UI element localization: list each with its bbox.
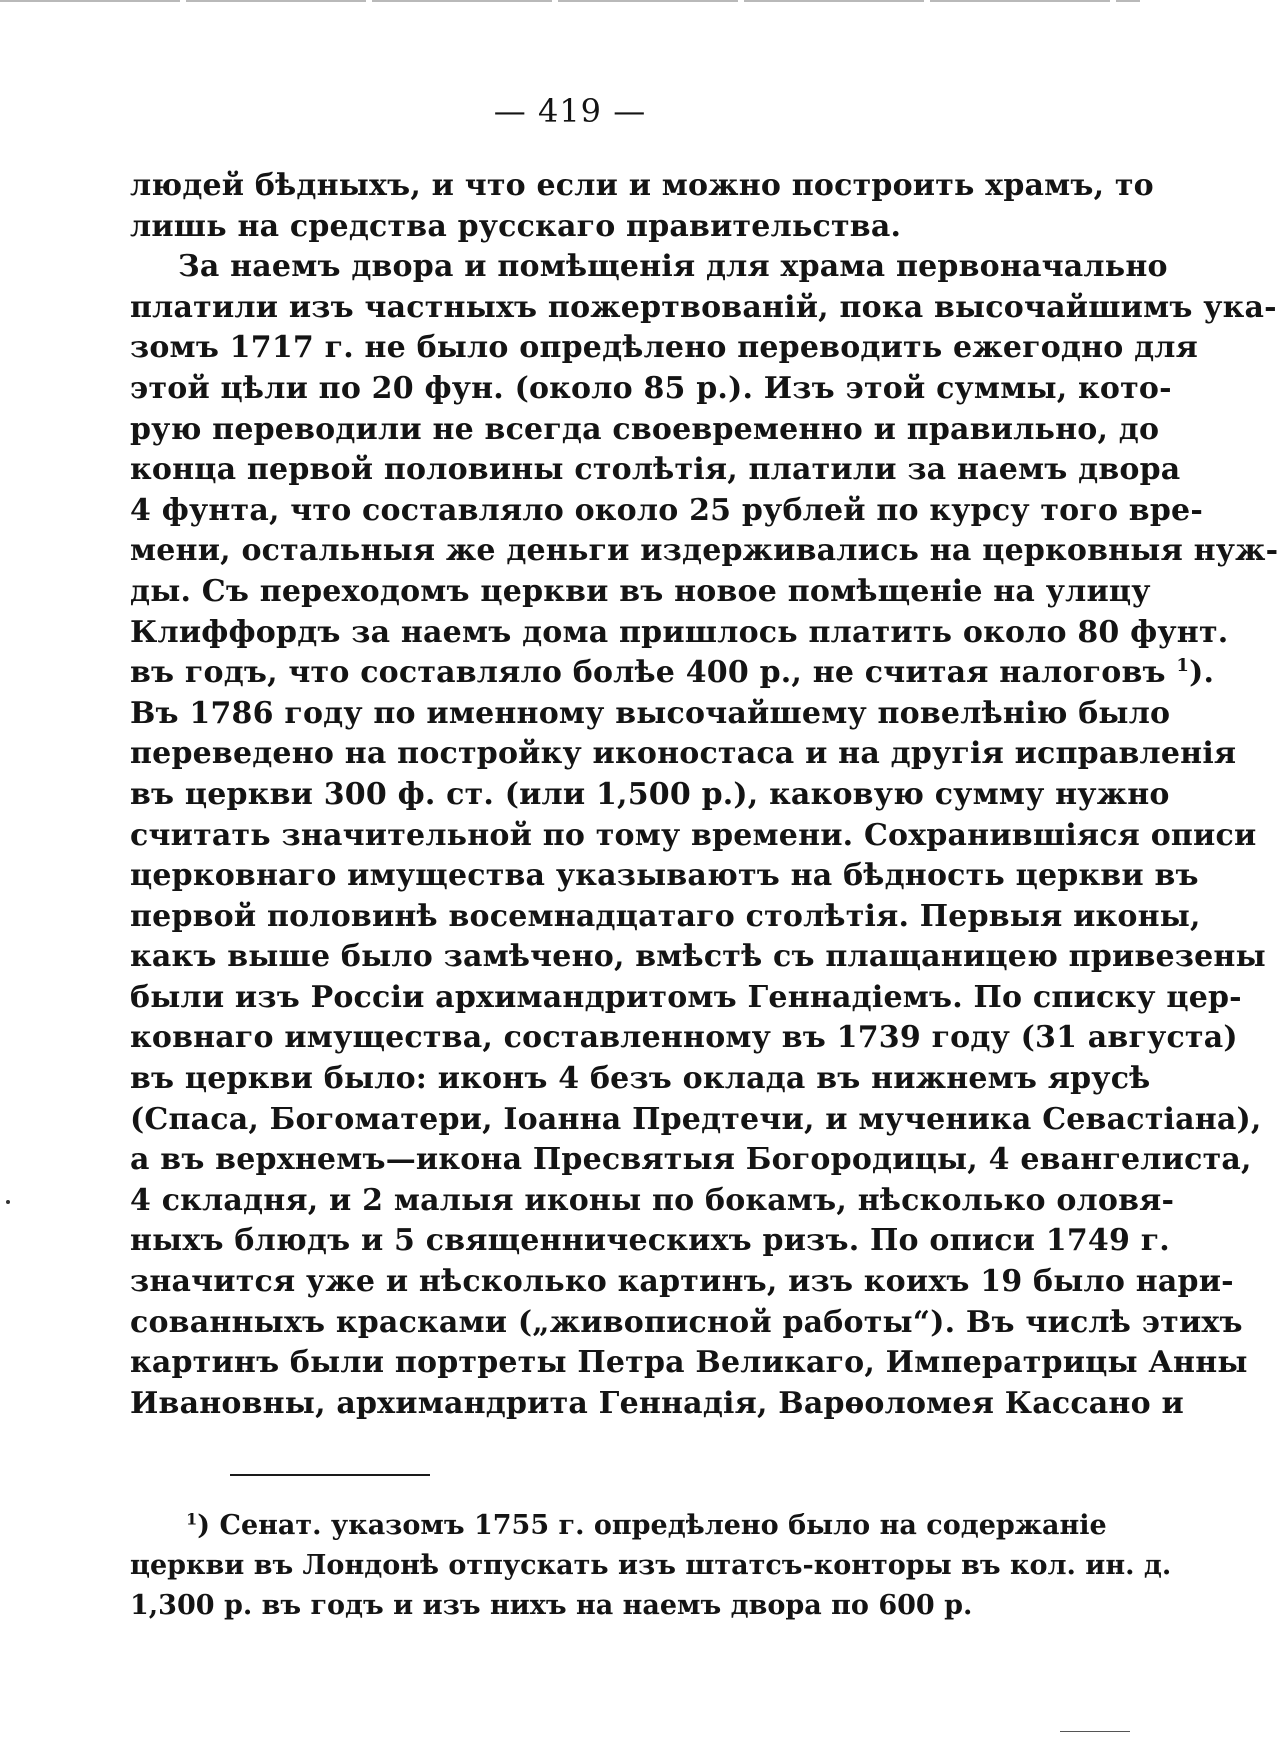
text-line: Клиффордъ за наемъ дома пришлось платить около 80 фунт. bbox=[130, 614, 1229, 650]
text-line: значится уже и нѣсколько картинъ, изъ коихъ 19 было нари- bbox=[130, 1264, 1234, 1300]
text-line: За наемъ двора и помѣщенія для храма первоначально bbox=[178, 249, 1168, 285]
margin-speck bbox=[6, 1200, 10, 1204]
text-line: церковнаго имущества указываютъ на бѣдность церкви въ bbox=[130, 858, 1199, 894]
text-line: были изъ Россіи архимандритомъ Геннадіемъ. По списку цер- bbox=[130, 979, 1242, 1015]
footnote-ref-close: ). bbox=[1189, 655, 1215, 691]
text-line: этой цѣли по 20 фун. (около 85 р.). Изъ этой суммы, кото- bbox=[130, 370, 1172, 406]
text-line: платили изъ частныхъ пожертвованій, пока высочайшимъ ука- bbox=[130, 289, 1277, 325]
text-line: лишь на средства русскаго правительства. bbox=[130, 208, 902, 244]
text-line: ды. Съ переходомъ церкви въ новое помѣщеніе на улицу bbox=[130, 573, 1151, 609]
footnote-line: церкви въ Лондонѣ отпускать изъ штатсъ-конторы въ кол. ин. д. bbox=[130, 1550, 1172, 1581]
top-edge-rule bbox=[0, 0, 1140, 2]
footnote-text: Сенат. указомъ 1755 г. опредѣлено было на содержаніе bbox=[219, 1510, 1107, 1541]
text-line-part: въ годъ, что составляло болѣе 400 р., не считая налоговъ bbox=[130, 655, 1166, 691]
text-line: людей бѣдныхъ, и что если и можно построить храмъ, то bbox=[130, 168, 1154, 203]
text-line: (Спаса, Богоматери, Іоанна Предтечи, и мученика Севастіана), bbox=[130, 1101, 1262, 1137]
text-line: ковнаго имущества, составленному въ 1739 году (31 августа) bbox=[130, 1020, 1238, 1056]
text-line: Въ 1786 году по именному высочайшему повелѣнію было bbox=[130, 695, 1171, 731]
footnote-marker: 1 bbox=[186, 1509, 198, 1529]
text-line-with-footnote-ref bbox=[130, 653, 1215, 694]
footnote-line-with-marker bbox=[130, 1506, 1107, 1546]
text-line: ныхъ блюдъ и 5 священническихъ ризъ. По описи 1749 г. bbox=[130, 1223, 1170, 1259]
text-line: въ церкви было: иконъ 4 безъ оклада въ нижнемъ ярусѣ bbox=[130, 1061, 1151, 1097]
text-line: Ивановны, архимандрита Геннадія, Варѳоломея Кассано и bbox=[130, 1385, 1184, 1421]
footnote-marker-close: ) bbox=[197, 1510, 211, 1541]
text-line: а въ верхнемъ—икона Пресвятыя Богородицы, 4 евангелиста, bbox=[130, 1142, 1252, 1178]
text-line: конца первой половины столѣтія, платили за наемъ двора bbox=[130, 452, 1181, 488]
body-text bbox=[130, 166, 1278, 1424]
footnote-ref: 1 bbox=[1176, 655, 1190, 677]
footnote-divider bbox=[230, 1474, 430, 1476]
text-line: картинъ были портреты Петра Великаго, Императрицы Анны bbox=[130, 1345, 1248, 1381]
footnote-line: 1,300 р. въ годъ и изъ нихъ на наемъ двора по 600 р. bbox=[130, 1590, 973, 1621]
corner-scan-mark bbox=[1060, 1731, 1130, 1732]
text-line: считать значительной по тому времени. Сохранившіяся описи bbox=[130, 817, 1257, 853]
text-line: переведено на постройку иконостаса и на другія исправленія bbox=[130, 736, 1237, 772]
text-line: зомъ 1717 г. не было опредѣлено переводить ежегодно для bbox=[130, 330, 1199, 366]
text-line: какъ выше было замѣчено, вмѣстѣ съ плащаницею привезены bbox=[130, 939, 1266, 975]
text-line: первой половинѣ восемнадцатаго столѣтія. Первыя иконы, bbox=[130, 898, 1201, 934]
text-line: въ церкви 300 ф. ст. (или 1,500 р.), каковую сумму нужно bbox=[130, 776, 1170, 812]
page-number: — 419 — bbox=[493, 92, 647, 130]
text-line: рую переводили не всегда своевременно и правильно, до bbox=[130, 411, 1160, 447]
text-line: 4 складня, и 2 малыя иконы по бокамъ, нѣсколько оловя- bbox=[130, 1182, 1175, 1218]
text-line: 4 фунта, что составляло около 25 рублей по курсу того вре- bbox=[130, 492, 1203, 528]
text-line: мени, остальныя же деньги издерживались на церковныя нуж- bbox=[130, 533, 1278, 569]
text-line: сованныхъ красками („живописной работы“). Въ числѣ этихъ bbox=[130, 1304, 1243, 1340]
footnote bbox=[130, 1506, 1172, 1626]
